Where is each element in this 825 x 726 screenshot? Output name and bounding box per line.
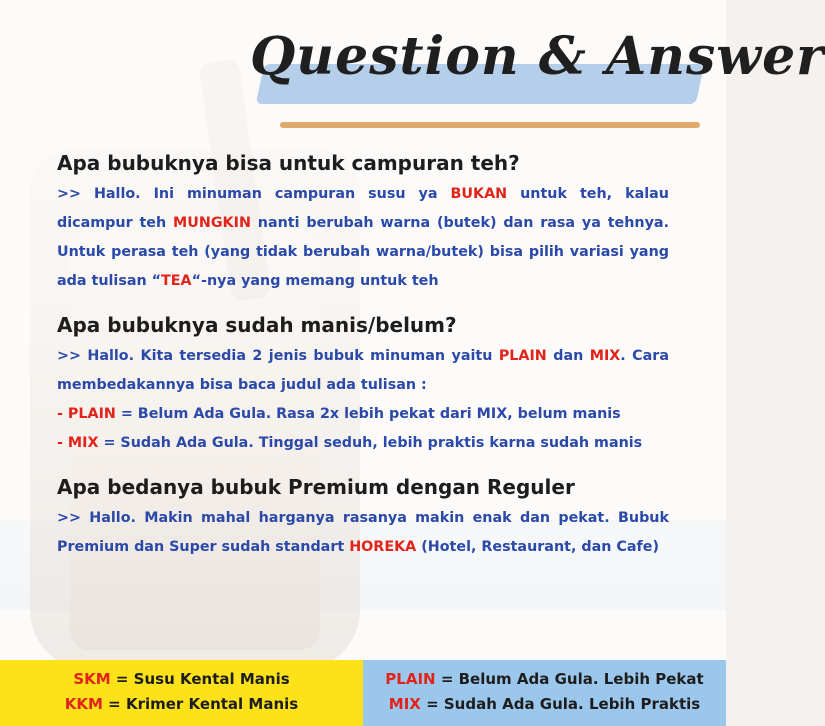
qa-item-3 (57, 474, 669, 562)
legend-key: KKM (64, 695, 103, 713)
legend-key: MIX (388, 695, 421, 713)
legend-item-kkm (0, 692, 363, 717)
answer-highlight: HOREKA (349, 539, 417, 555)
legend-item-skm (0, 667, 363, 692)
qa-item-1 (57, 150, 669, 296)
legend-item-plain (363, 667, 726, 692)
legend-item-mix (363, 692, 726, 717)
answer-text: = Sudah Ada Gula. Tinggal seduh, lebih praktis karna sudah manis (98, 435, 643, 451)
qa-content (57, 150, 669, 578)
answer-text: “-nya yang memang untuk teh (191, 273, 439, 289)
answer-highlight: PLAIN (498, 348, 547, 364)
question-2: Apa bubuknya sudah manis/belum? (57, 313, 457, 337)
answer-text: = Belum Ada Gula. Rasa 2x lebih pekat dari MIX, belum manis (115, 406, 621, 422)
answer-text: (Hotel, Restaurant, dan Cafe) (416, 539, 659, 555)
legend-text: = Belum Ada Gula. Lebih Pekat (435, 670, 704, 688)
title-underline (280, 122, 700, 128)
qa-item-2 (57, 312, 669, 458)
answer-text: . Cara membedakannya bisa baca judul ada tulisan : (57, 348, 670, 393)
answer-highlight: TEA (161, 273, 192, 289)
answer-text: >> Hallo. Ini minuman campuran susu ya (57, 186, 451, 202)
answer-text: >> Hallo. Makin mahal harganya rasanya makin enak dan pekat. Bubuk Premium dan Super sudah standart (57, 510, 669, 555)
answer-highlight: MUNGKIN (173, 215, 251, 231)
legend-left (0, 660, 363, 726)
legend-text: = Krimer Kental Manis (102, 695, 299, 713)
legend-key: PLAIN (385, 670, 436, 688)
page-title: Question & Answer (250, 26, 825, 87)
answer-highlight: PLAIN (67, 406, 116, 422)
legend-key: SKM (73, 670, 111, 688)
answer-line (57, 342, 669, 400)
answer-highlight: BUKAN (450, 186, 508, 202)
answer-bullet-mix (57, 429, 669, 458)
answer-text: nanti berubah warna (butek) dan rasa ya tehnya. Untuk perasa teh (yang tidak berubah warna/butek) bisa pilih variasi yang ada tulisan “ (57, 215, 670, 289)
answer-highlight: MIX (67, 435, 99, 451)
answer-3 (57, 504, 669, 562)
answer-bullet-plain (57, 400, 669, 429)
bullet-dash: - (57, 435, 68, 451)
legend-footer (0, 660, 726, 726)
legend-text: = Susu Kental Manis (110, 670, 290, 688)
answer-highlight: MIX (589, 348, 621, 364)
title-block (250, 14, 825, 134)
answer-text: >> Hallo. Kita tersedia 2 jenis bubuk minuman yaitu (57, 348, 499, 364)
answer-text: untuk teh, kalau dicampur teh (57, 186, 669, 231)
answer-1 (57, 180, 669, 296)
question-1: Apa bubuknya bisa untuk campuran teh? (57, 151, 520, 175)
answer-text: dan (546, 348, 590, 364)
question-3: Apa bedanya bubuk Premium dengan Reguler (57, 475, 575, 499)
bullet-dash: - (57, 406, 68, 422)
legend-text: = Sudah Ada Gula. Lebih Praktis (420, 695, 701, 713)
answer-2 (57, 342, 669, 458)
legend-right (363, 660, 726, 726)
